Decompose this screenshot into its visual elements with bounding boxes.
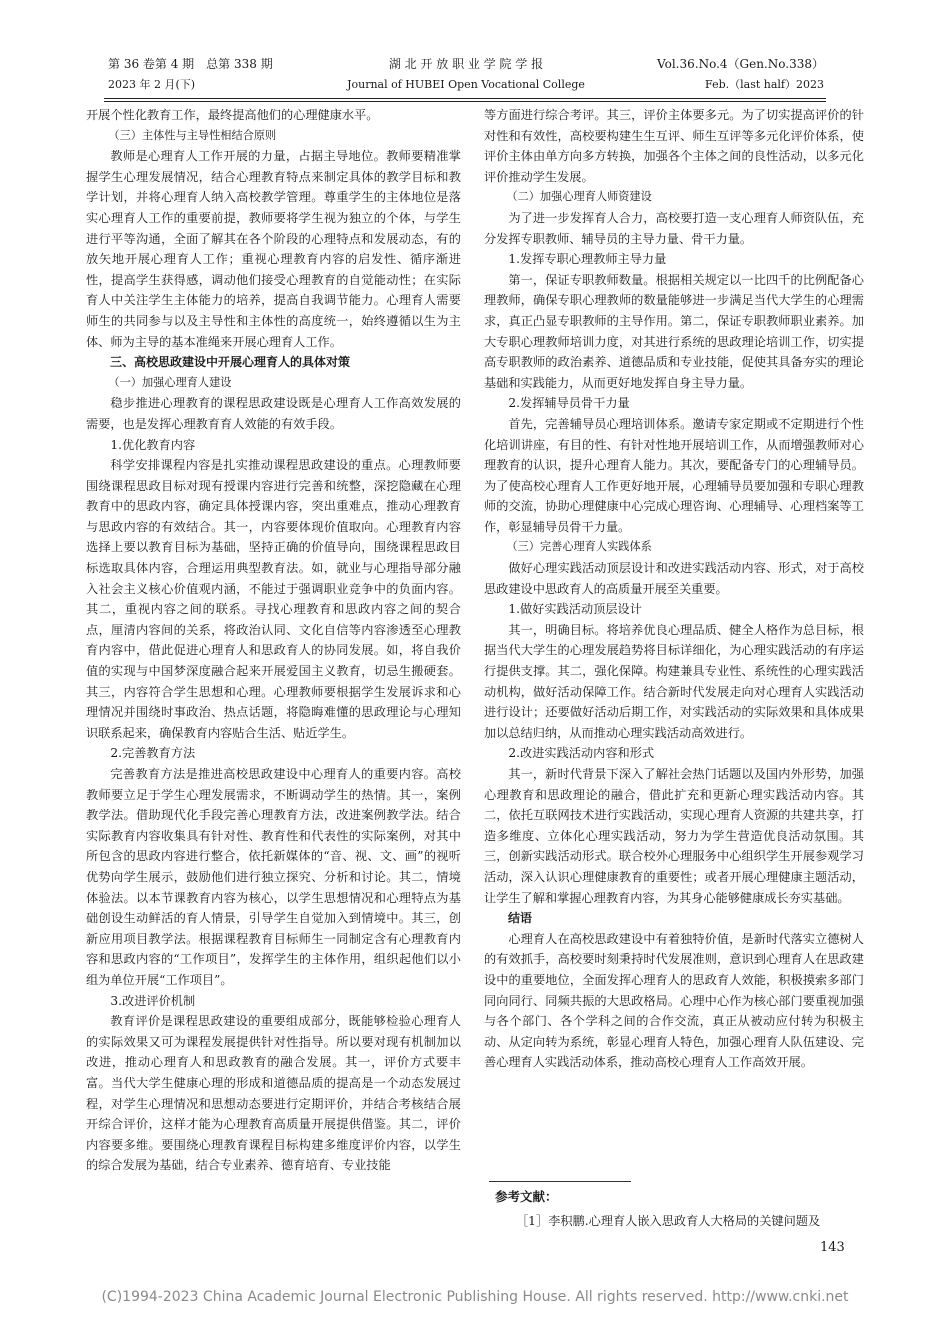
journal-title-en: Journal of HUBEI Open Vocational College	[347, 78, 585, 91]
section-subheading: （二）加强心理育人师资建设	[506, 190, 652, 204]
issue-info-cn: 第 36 卷第 4 期 总第 338 期	[108, 57, 273, 71]
volume-info-en: Vol.36.No.4（Gen.No.338）	[657, 57, 824, 71]
header-rule-top	[104, 98, 826, 99]
paragraph: 为了进一步发挥育人合力，高校要打造一支心理育人师资队伍，充分发挥专职教师、辅导员的主导力量、骨干力量。	[484, 210, 864, 246]
list-heading: 3.改进评价机制	[110, 993, 196, 1008]
left-text-column	[86, 105, 461, 1176]
paragraph: 做好心理实践活动顶层设计和改进实践活动内容、形式，对于高校思政建设中思政育人的高质量开展至关重要。	[484, 561, 864, 596]
paragraph: 心理育人在高校思政建设中有着独特价值，是新时代落实立德树人的有效抓手，高校要时刻秉持时代发展准则，意识到心理育人在思政建设中的重要地位，全面发挥心理育人的思政育人效能，积极摸索多部门同向同行、同频共振的大思政格局。心理中心作为核心部门要重视加强与各个部门、各个学科之间的合作交流，真正从被动应付转为积极主动、从定向转为系统，彰显心理育人特色，加强心理育人队伍建设、完善心理育人实践活动体系，推动高校心理育人工作高效开展。	[484, 931, 864, 1070]
references-title: 参考文献：	[495, 1189, 558, 1204]
right-text-column	[484, 105, 864, 1073]
list-heading: 2.发挥辅导员骨干力量	[508, 396, 630, 411]
reference-item: ［1］李积鹏.心理育人嵌入思政育人大格局的关键问题及	[516, 1214, 821, 1228]
paragraph: 其一，明确目标。将培养优良心理品质、健全人格作为总目标，根据当代大学生的心理发展趋势将目标详细化，为心理实践活动的有序运行提供支撑。其二，强化保障。构建兼具专业性、系统性的心理实践活动机构，做好活动保障工作。结合新时代发展走向对心理育人实践活动进行设计；还要做好活动后期工作，对实践活动的实际效果和具体成果加以总结归纳，从而推动心理实践活动高效进行。	[484, 622, 864, 740]
references-divider	[489, 1181, 631, 1182]
issue-date-cn: 2023 年 2 月(下)	[108, 78, 196, 91]
section-heading: 三、高校思政建设中开展心理育人的具体对策	[110, 355, 351, 370]
section-subheading: （三）完善心理育人实践体系	[506, 540, 652, 554]
journal-title-cn: 湖 北 开 放 职 业 学 院 学 报	[388, 57, 544, 71]
list-heading: 1.做好实践活动顶层设计	[508, 602, 642, 617]
paragraph: 首先，完善辅导员心理培训体系。邀请专家定期或不定期进行个性化培训讲座，有目的性、有针对性地开展培训工作，从而增强教师对心理教育的认识，提升心理育人能力。其次，要配备专门的心理辅导员。为了使高校心理育人工作更好地开展，心理辅导员要加强和专职心理教师的交流，协助心理健康中心完成心理咨询、心理辅导、心理档案等工作，彰显辅导员骨干力量。	[484, 416, 864, 534]
paragraph: 科学安排课程内容是扎实推动课程思政建设的重点。心理教师要围绕课程思政目标对现有授课内容进行完善和统整，深挖隐藏在心理教育中的思政内容，确定具体授课内容，突出重难点，推动心理教育与思政内容的有效结合。其一，内容要体现价值取向。心理教育内容选择上要以教育目标为基础，坚持正确的价值导向，围绕课程思政目标选取具体内容，合理运用典型教育法。如，就业与心理指导部分融入社会主义核心价值观内涵，不能过于强调职业竞争中的负面内容。其二，重视内容之间的联系。寻找心理教育和思政内容之间的契合点，厘清内容间的关系，将政治认同、文化自信等内容渗透至心理教育内容中，借此促进心理育人和思政育人的协同发展。如，将自我价值的实现与中国梦深度融合起来开展爱国主义教育，切忌生搬硬套。其三，内容符合学生思想和心理。心理教师要根据学生发展诉求和心理情况并围绕时事政治、热点话题，将隐晦难懂的思政理论与心理知识联系起来，确保教育内容贴合生活、贴近学生。	[86, 458, 461, 740]
paragraph: 第一，保证专职教师数量。根据相关规定以一比四千的比例配备心理教师，确保专职心理教师的数量能够进一步满足当代大学生的心理需求，真正凸显专职教师的主导作用。第二，保证专职教师职业素养。加大专职心理教师培训力度，对其进行系统的思政理论培训工作，切实提高专职教师的政治素养、道德品质和专业技能，促使其具备夯实的理论基础和实践能力，从而更好地发挥自身主导力量。	[484, 272, 864, 390]
paragraph: 其一，新时代背景下深入了解社会热门话题以及国内外形势，加强心理教育和思政理论的融合，借此扩充和更新心理实践活动内容。其二，依托互联网技术进行实践活动，实现心理育人资源的共建共享，打造多维度、立体化心理实践活动，努力为学生营造优良活动氛围。其三，创新实践活动形式。联合校外心理服务中心组织学生开展参观学习活动，深入认识心理健康教育的重要性；或者开展心理健康主题活动，让学生了解和掌握心理教育内容，为其身心能够健康成长夯实基础。	[484, 767, 864, 905]
list-heading: 1.优化教育内容	[110, 437, 196, 452]
list-heading: 2.完善教育方法	[110, 746, 196, 761]
paragraph: 完善教育方法是推进高校思政建设中心理育人的重要内容。高校教师要立足于学生心理发展需求，不断调动学生的热情。其一，案例教学法。借助现代化手段完善心理教育方法，改进案例教学法。结合实际教育内容收集具有针对性、教育性和代表性的实际案例，对其中所包含的思政内容进行整合，依托新媒体的“音、视、文、画”的视听优势向学生展示，鼓励他们进行独立探究、分析和讨论。其二，情境体验法。以本节课教育内容为核心，以学生思想情况和心理特点为基础创设生动鲜活的育人情景，引导学生自觉加入到情境中。其三，创新应用项目教学法。根据课程教育目标师生一同制定含有心理教育内容和思政内容的“工作项目”，发挥学生的主体作用，组织起他们以小组为单位开展“工作项目”。	[86, 767, 461, 987]
header-rule-bottom	[104, 101, 826, 102]
list-heading: 1.发挥专职心理教师主导力量	[508, 252, 667, 267]
section-subheading: （三）主体性与主导性相结合原则	[108, 128, 277, 142]
list-heading: 2.改进实践活动内容和形式	[508, 746, 655, 761]
body-text: 开展个性化教育工作，最终提高他们的心理健康水平。	[86, 108, 379, 122]
issue-date-en: Feb.（last half）2023	[705, 78, 824, 91]
page-number: 143	[820, 1240, 845, 1255]
section-heading: 结语	[508, 911, 533, 926]
paragraph: 稳步推进心理教育的课程思政建设既是心理育人工作高效发展的需要，也是发挥心理教育育人效能的有效手段。	[86, 396, 461, 431]
section-subheading: （一）加强心理育人建设	[108, 375, 232, 389]
copyright-footer: (C)1994-2023 China Academic Journal Electronic Publishing House. All rights reserved. http://www.cnki.net	[101, 1289, 849, 1305]
body-text: 等方面进行综合考评。其三，评价主体要多元。为了切实提高评价的针对性和有效性，高校要构建生生互评、师生互评等多元化评价体系，使评价主体由单方向多方转换，加强各个主体之间的良性活动，以多元化评价推动学生发展。	[484, 108, 864, 184]
paragraph: 教育评价是课程思政建设的重要组成部分，既能够检验心理育人的实际效果又可为课程发展提供针对性指导。所以要对现有机制加以改进，推动心理育人和思政教育的融合发展。其一，评价方式要丰富。当代大学生健康心理的形成和道德品质的提高是一个动态发展过程，对学生心理情况和思想动态要进行定期评价，并结合考核结合展开综合评价，这样才能为心理教育高质量开展提供借鉴。其二，评价内容要多维。要围绕心理教育课程目标构建多维度评价内容，以学生的综合发展为基础，结合专业素养、德育培育、专业技能	[86, 1014, 461, 1173]
paragraph: 教师是心理育人工作开展的力量，占据主导地位。教师要精准掌握学生心理发展情况，结合心理教育特点来制定具体的教学目标和教学计划，并将心理育人纳入高校教学管理。尊重学生的主体地位是落实心理育人工作的重要前提，教师要将学生视为独立的个体，与学生进行平等沟通，全面了解其在各个阶段的心理特点和发展动态，有的放矢地开展心理育人工作；重视心理教育内容的启发性、循序渐进性，提高学生获得感，调动他们接受心理教育的自觉能动性；在实际育人中关注学生主体能力的培养，提高自我调节能力。心理育人需要师生的共同参与以及主导性和主体性的高度统一，始终遵循以生为主体、师为主导的基本准绳来开展心理育人工作。	[86, 149, 461, 349]
